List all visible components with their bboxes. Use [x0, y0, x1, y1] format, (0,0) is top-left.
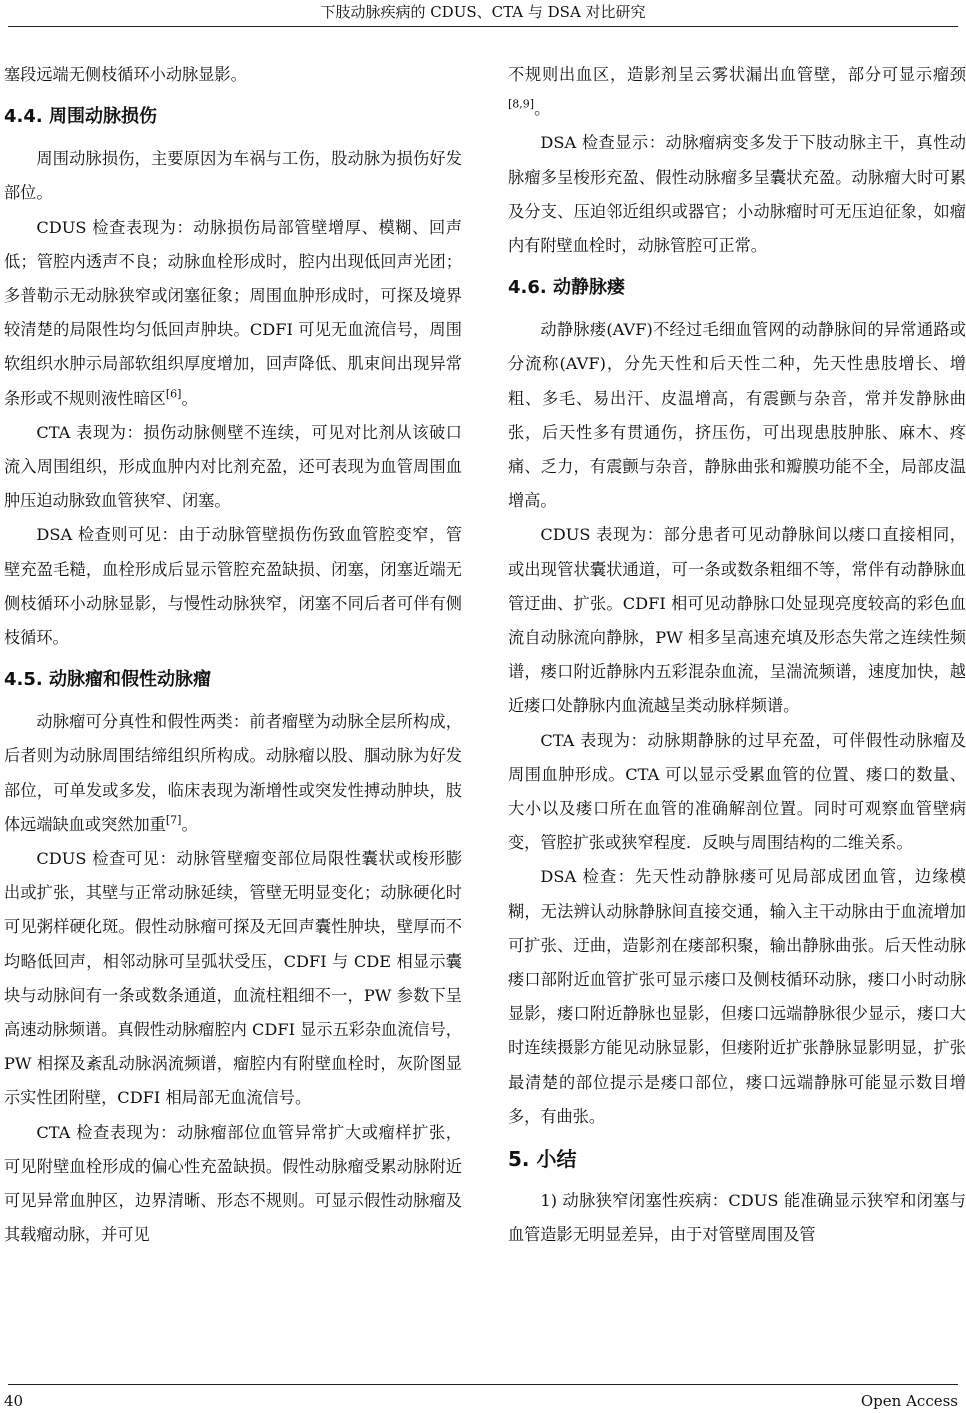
paragraph: CTA 表现为：损伤动脉侧壁不连续，可见对比剂从该破口流入周围组织，形成血肿内对比剂充盈，还可表现为血管周围血肿压迫动脉致血管狭窄、闭塞。 — [4, 422, 462, 511]
section-heading-4-5: 4.5. 动脉瘤和假性动脉瘤 — [4, 669, 211, 691]
citation[interactable]: [7] — [165, 813, 182, 827]
paragraph: CDUS 检查可见：动脉管壁瘤变部位局限性囊状或梭形膨出或扩张，其壁与正常动脉延续，管壁无明显变化；动脉硬化时可见粥样硬化斑。假性动脉瘤可探及无回声囊性肿块，壁厚而不均略低回声，相邻动脉可呈弧状受压，CDFI 与 CDE 相显示囊块与动脉间有一条或数条通道，血流柱粗细不一，PW 参数下呈高速动脉频谱。真假性动脉瘤腔内 CDFI 显示五彩杂血流信号，PW 相探及紊乱动脉涡流频谱，瘤腔内有附壁血栓时，灰阶图显示实性团附壁，CDFI 相局部无血流信号。 — [4, 849, 462, 1108]
paragraph: CDUS 表现为：部分患者可见动静脉间以瘘口直接相同，或出现管状囊状通道，可一条或数条粗细不等，常伴有动静脉血管迂曲、扩张。CDFI 相可见动静脉口处显现亮度较高的彩色血流自动脉流向静脉，PW 相多呈高速充填及形态失常之连续性频谱，瘘口附近静脉内五彩混杂血流，呈湍流频谱，速度加快，越近瘘口处静脉内血流越呈类动脉样频谱。 — [508, 525, 966, 716]
paragraph: 塞段远端无侧枝循环小动脉显影。 — [4, 65, 247, 84]
paragraph: DSA 检查显示：动脉瘤病变多发于下肢动脉主干，真性动脉瘤多呈梭形充盈、假性动脉瘤多呈囊状充盈。动脉瘤大时可累及分支、压迫邻近组织或器官；小动脉瘤时可无压迫征象，如瘤内有附壁血栓时，动脉管腔可正常。 — [508, 133, 966, 256]
paragraph-text: 不规则出血区，造影剂呈云雾状漏出血管壁，部分可显示瘤颈 — [508, 65, 966, 84]
paragraph: 周围动脉损伤，主要原因为车祸与工伤，股动脉为损伤好发部位。 — [4, 149, 462, 203]
left-column — [4, 58, 462, 1253]
header-rule — [8, 26, 958, 27]
journal-label: Open Access — [860, 1392, 958, 1410]
paragraph-text: 动脉瘤可分真性和假性两类：前者瘤壁为动脉全层所构成，后者则为动脉周围结缔组织所构成。动脉瘤以股、腘动脉为好发部位，可单发或多发，临床表现为渐增性或突发性搏动肿块，肢体远端缺血或突然加重 — [4, 712, 462, 834]
page-number: 40 — [4, 1392, 24, 1410]
section-heading-5: 5. 小结 — [508, 1147, 577, 1172]
paragraph-text: CDUS 检查表现为：动脉损伤局部管壁增厚、模糊、回声低；管腔内透声不良；动脉血栓形成时，腔内出现低回声光团；多普勒示无动脉狭窄或闭塞征象；周围血肿形成时，可探及境界较清楚的局限性均匀低回声肿块。CDFI 可见无血流信号，周围软组织水肿示局部软组织厚度增加，回声降低、肌束间出现异常条形或不规则液性暗区 — [4, 217, 462, 408]
paragraph — [4, 211, 462, 416]
paragraph: 动静脉瘘(AVF)不经过毛细血管网的动静脉间的异常通路或分流称(AVF)，分先天性和后天性二种，先天性患肢增长、增粗、多毛、易出汗、皮温增高，有震颤与杂音，常并发静脉曲张，后天性多有贯通伤，挤压伤，可出现患肢肿胀、麻木、疼痛、乏力，有震颤与杂音，静脉曲张和瓣膜功能不全，局部皮温增高。 — [508, 320, 966, 511]
paragraph: CTA 表现为：动脉期静脉的过早充盈，可伴假性动脉瘤及周围血肿形成。CTA 可以显示受累血管的位置、瘘口的数量、大小以及瘘口所在血管的准确解剖位置。同时可观察血管壁病变，管腔扩张或狭窄程度．反映与周围结构的二维关系。 — [508, 730, 966, 853]
paragraph — [508, 58, 966, 126]
paragraph: DSA 检查则可见：由于动脉管壁损伤伤致血管腔变窄，管壁充盈毛糙，血栓形成后显示管腔充盈缺损、闭塞，闭塞近端无侧枝循环小动脉显影，与慢性动脉狭窄，闭塞不同后者可伴有侧枝循环。 — [4, 525, 462, 648]
citation[interactable]: [6] — [165, 387, 182, 401]
paragraph: DSA 检查：先天性动静脉瘘可见局部成团血管，边缘模糊，无法辨认动脉静脉间直接交通，输入主干动脉由于血流增加可扩张、迂曲，造影剂在瘘部积聚，输出静脉曲张。后天性动脉瘘口部附近血管扩张可显示瘘口及侧枝循环动脉，瘘口小时动脉显影，瘘口附近静脉也显影，但瘘口远端静脉很少显示，瘘口大时连续摄影方能见动脉显影，但瘘附近扩张静脉显影明显，扩张最清楚的部位提示是瘘口部位，瘘口远端静脉可能显示数目增多，有曲张。 — [508, 867, 966, 1126]
paragraph-end: 。 — [181, 814, 198, 834]
paragraph: 1) 动脉狭窄闭塞性疾病：CDUS 能准确显示狭窄和闭塞与血管造影无明显差异，由于对管壁周围及管 — [508, 1191, 966, 1245]
paragraph — [4, 705, 462, 842]
paragraph: CTA 检查表现为：动脉瘤部位血管异常扩大或瘤样扩张，可见附壁血栓形成的偏心性充盈缺损。假性动脉瘤受累动脉附近可见异常血肿区，边界清晰、形态不规则。可显示假性动脉瘤及其载瘤动脉，并可见 — [4, 1122, 462, 1245]
footer-rule — [8, 1384, 958, 1385]
paragraph-end: 。 — [181, 388, 198, 408]
paragraph-end: 。 — [534, 99, 551, 119]
section-heading-4-6: 4.6. 动静脉瘘 — [508, 277, 625, 299]
right-column — [508, 58, 966, 1253]
section-heading-4-4: 4.4. 周围动脉损伤 — [4, 106, 157, 128]
citation[interactable]: [8,9] — [508, 97, 535, 111]
running-header: 下肢动脉疾病的 CDUS、CTA 与 DSA 对比研究 — [320, 3, 646, 21]
